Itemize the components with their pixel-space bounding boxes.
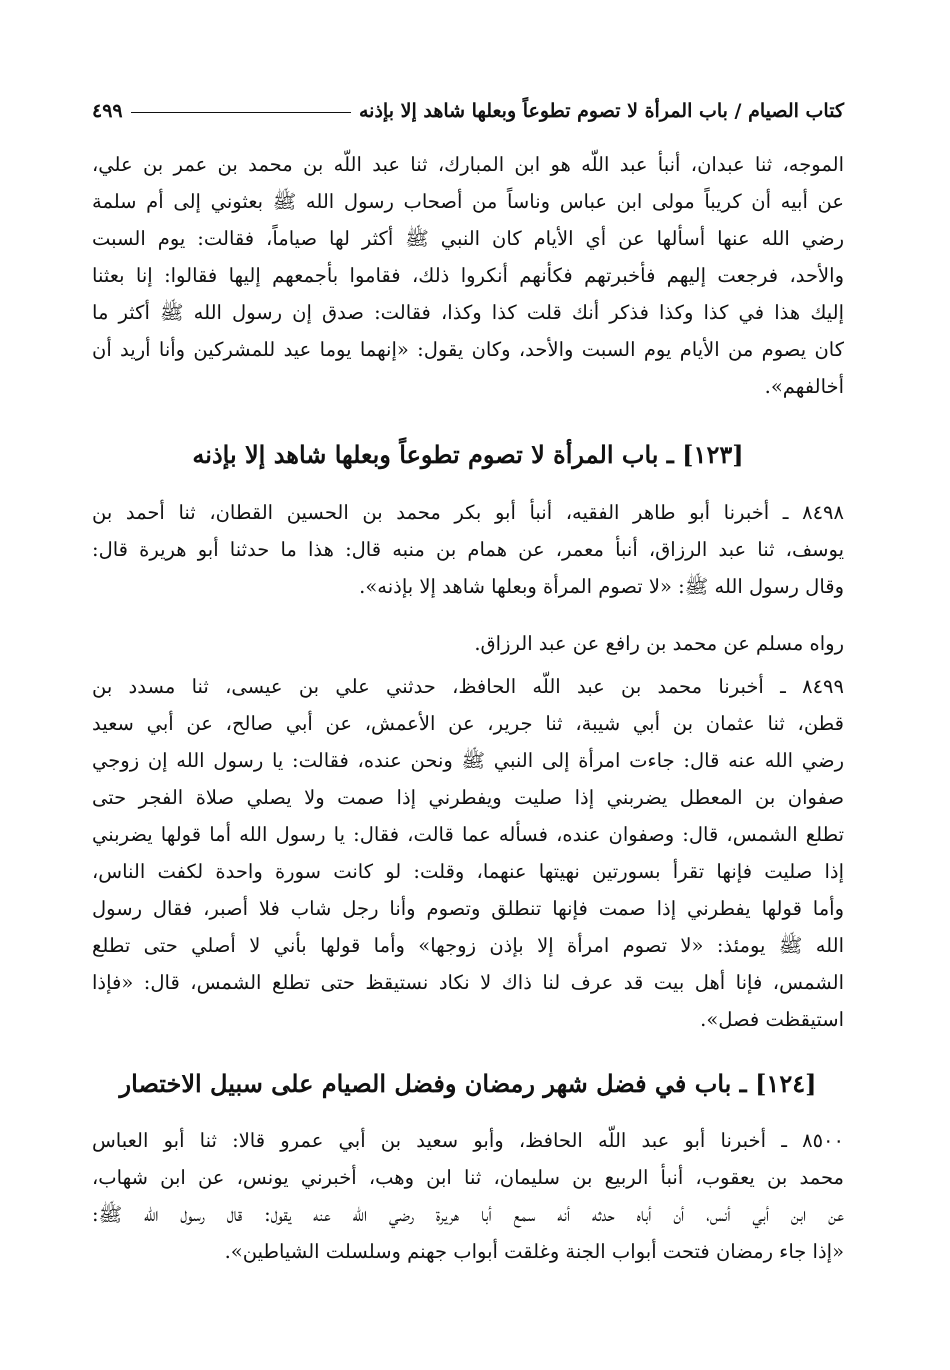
hadith-line: الشمس، فإنا أهل بيت قد عرف لنا ذاك لا نكاد نستيقظ حتى تطلع الشمس، قال: «فإذا xyxy=(92,971,844,994)
hadith-line: إذا صليت فإنها تقرأ بسورتين نهيتها عنهما، وقلت: لو كانت سورة واحدة لكفت الناس، xyxy=(92,860,844,883)
text-line: رضي الله عنها أسألها عن أي الأيام كان النبي ﷺ أكثر لها صياماً، فقالت: يوم السبت xyxy=(92,227,844,250)
hadith-line: «إذا جاء رمضان فتحت أبواب الجنة وغلقت أبواب جهنم وسلسلت الشياطين». xyxy=(224,1240,844,1263)
header-title: كتاب الصيام / باب المرأة لا تصوم تطوعاً وبعلها شاهد إلا بإذنه xyxy=(358,100,844,122)
text-line: عن أبيه أن كريباً مولى ابن عباس وناساً من أصحاب رسول الله ﷺ بعثوني إلى أم سلمة xyxy=(92,190,844,213)
hadith-line: صفوان بن المعطل يضربني إذا صليت ويفطرني إذا صمت ولا يصلي صلاة الفجر حتى xyxy=(92,786,844,809)
hadith-line: قطن، ثنا عثمان بن أبي شيبة، ثنا جرير، عن الأعمش، عن أبي صالح، عن أبي سعيد xyxy=(92,712,844,735)
hadith-line: ٨٥٠٠ ـ أخبرنا أبو عبد اللّه الحافظ، وأبو سعيد بن أبي عمرو قالا: ثنا أبو العباس xyxy=(92,1129,844,1152)
text-line: كان يصوم من الأيام يوم السبت والأحد، وكان يقول: «إنهما يوما عيد للمشركين وأنا أريد أن xyxy=(92,338,844,361)
chapter-heading-124: [١٢٤] ـ باب في فضل شهر رمضان وفضل الصيام على سبيل الاختصار xyxy=(119,1069,817,1098)
page-number: ٤٩٩ xyxy=(92,100,123,122)
running-header xyxy=(92,82,844,122)
hadith-line: الله ﷺ يومئذ: «لا تصوم امرأة إلا بإذن زوجها» وأما قولها بأني لا أصلي حتى تطلع xyxy=(92,934,844,957)
hadith-line: عن ابن أبي أنس، أن أباه حدثه أنه سمع أبا هريرة رضي الله عنه يقول: قال رسول الله ﷺ: xyxy=(92,1203,844,1226)
text-line: الموجه، ثنا عبدان، أنبأ عبد اللّه هو ابن المبارك، ثنا عبد اللّه بن محمد بن عمر بن علي، xyxy=(92,153,844,176)
hadith-line: استيقظت فصل». xyxy=(700,1008,844,1031)
text-line: أخالفهم». xyxy=(764,375,844,398)
hadith-line: وقال رسول الله ﷺ: «لا تصوم المرأة وبعلها شاهد إلا بإذنه». xyxy=(359,575,844,598)
hadith-line: ٨٤٩٨ ـ أخبرنا أبو طاهر الفقيه، أنبأ أبو بكر محمد بن الحسين القطان، ثنا أحمد بن xyxy=(92,501,844,524)
header-rule xyxy=(131,112,351,113)
text-line: إليك هذا في كذا وكذا فذكر أنك قلت كذا وكذا، فقالت: صدق إن رسول الله ﷺ أكثر ما xyxy=(92,301,844,324)
hadith-line: رضي الله عنه قال: جاءت امرأة إلى النبي ﷺ ونحن عنده، فقالت: يا رسول الله إن زوجي xyxy=(92,749,844,772)
hadith-line: وأما قولها يفطرني إذا صمت فإنها تنطلق وتصوم وأنا رجل شاب فلا أصبر، فقال رسول xyxy=(92,897,844,920)
hadith-line: ٨٤٩٩ ـ أخبرنا محمد بن عبد اللّه الحافظ، حدثني علي بن عيسى، ثنا مسدد بن xyxy=(92,675,844,698)
chapter-heading-123: [١٢٣] ـ باب المرأة لا تصوم تطوعاً وبعلها شاهد إلا بإذنه xyxy=(192,440,744,469)
hadith-line: يوسف، ثنا عبد الرزاق، أنبأ معمر، عن همام بن منبه قال: هذا ما حدثنا أبو هريرة قال: xyxy=(92,538,844,561)
narration-note: رواه مسلم عن محمد بن رافع عن عبد الرزاق. xyxy=(474,632,844,655)
text-line: والأحد، فرجعت إليهم فأخبرتهم فكأنهم أنكروا ذلك، فقاموا بأجمعهم إليها فقالوا: إنا بعثنا xyxy=(92,264,844,287)
hadith-line: تطلع الشمس، قال: وصفوان عنده، فسأله عما قالت، فقال: يا رسول الله أما قولها يضربني xyxy=(92,823,844,846)
hadith-line: محمد بن يعقوب، أنبأ الربيع بن سليمان، ثنا ابن وهب، أخبرني يونس، عن ابن شهاب، xyxy=(92,1166,844,1189)
